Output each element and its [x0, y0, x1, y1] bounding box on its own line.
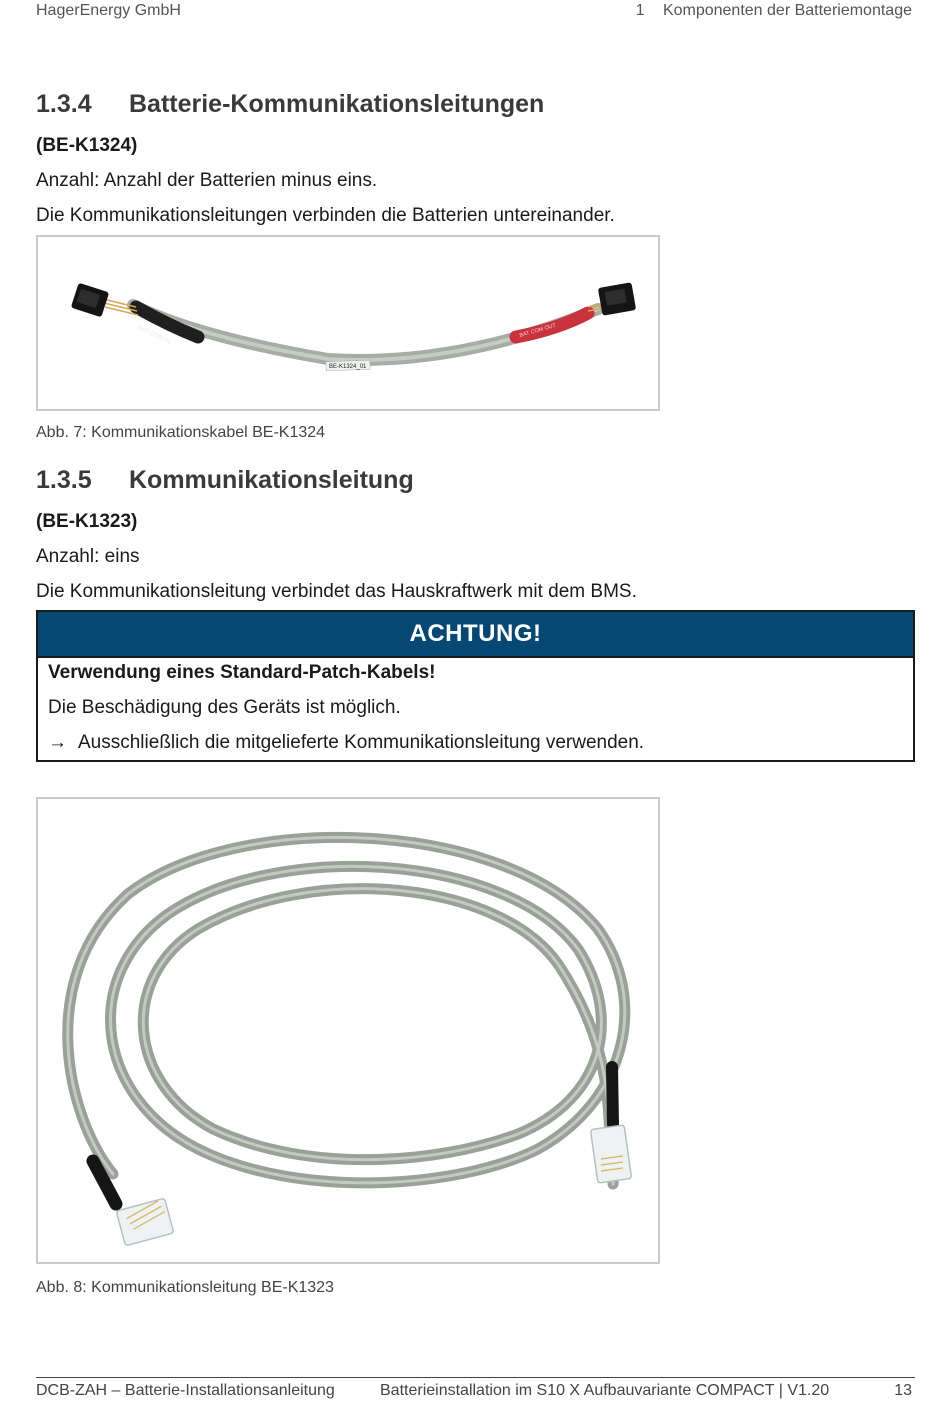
cable-be-k1323-image: [38, 799, 658, 1262]
warning-action-text: Ausschließlich die mitgelieferte Kommunikationsleitung verwenden.: [78, 732, 645, 753]
header-chapter-title: Komponenten der Batteriemontage: [662, 2, 912, 19]
figure-cable-be-k1323: [36, 797, 660, 1264]
figure-cable-be-k1324: [36, 235, 660, 411]
cable-label-in: BAT COM IN: [137, 325, 171, 346]
warning-title: Verwendung eines Standard-Patch-Kabels!: [48, 662, 436, 683]
section-135-description: Die Kommunikationsleitung verbindet das Hauskraftwerk mit dem BMS.: [36, 581, 637, 602]
warning-heading: ACHTUNG!: [38, 612, 913, 658]
warning-box: [36, 610, 915, 762]
header-chapter: [636, 2, 912, 20]
section-135-quantity: Anzahl: eins: [36, 546, 140, 567]
section-134-description: Die Kommunikationsleitungen verbinden die Batterien untereinander.: [36, 205, 615, 226]
warning-consequence: Die Beschädigung des Geräts ist möglich.: [48, 697, 401, 718]
figure-7-caption: Abb. 7: Kommunikationskabel BE-K1324: [36, 424, 326, 441]
section-134-quantity: Anzahl: Anzahl der Batterien minus eins.: [36, 170, 378, 191]
section-135-number: 1.3.5: [36, 466, 92, 494]
rj45-plug-left: [116, 1198, 174, 1246]
section-135-title: Kommunikationsleitung: [129, 466, 414, 494]
arrow-right-icon: →: [48, 732, 67, 753]
cable-label-out: BAT COM OUT: [518, 322, 557, 339]
warning-action: [48, 732, 644, 754]
header-chapter-number: 1: [635, 2, 645, 19]
section-135-part-code: (BE-K1323): [36, 511, 138, 532]
rj45-plug-right: [590, 1125, 631, 1183]
footer-section-title: Batterieinstallation im S10 X Aufbauvariante COMPACT | V1.20: [380, 1382, 830, 1399]
footer-page-number: 13: [894, 1382, 912, 1399]
section-134-part-code: (BE-K1324): [36, 135, 138, 156]
cable-label-part: BE-K1324_01: [329, 364, 367, 370]
section-134-title: Batterie-Kommunikationsleitungen: [129, 90, 545, 118]
footer-document-title: DCB-ZAH – Batterie-Installationsanleitung: [36, 1382, 335, 1399]
section-135-heading: [36, 466, 414, 495]
header-company: HagerEnergy GmbH: [36, 2, 181, 19]
section-134-number: 1.3.4: [36, 90, 92, 118]
cable-be-k1324-image: [38, 237, 658, 409]
section-134-heading: [36, 90, 544, 119]
footer-divider: [36, 1377, 915, 1378]
figure-8-caption: Abb. 8: Kommunikationsleitung BE-K1323: [36, 1279, 334, 1296]
